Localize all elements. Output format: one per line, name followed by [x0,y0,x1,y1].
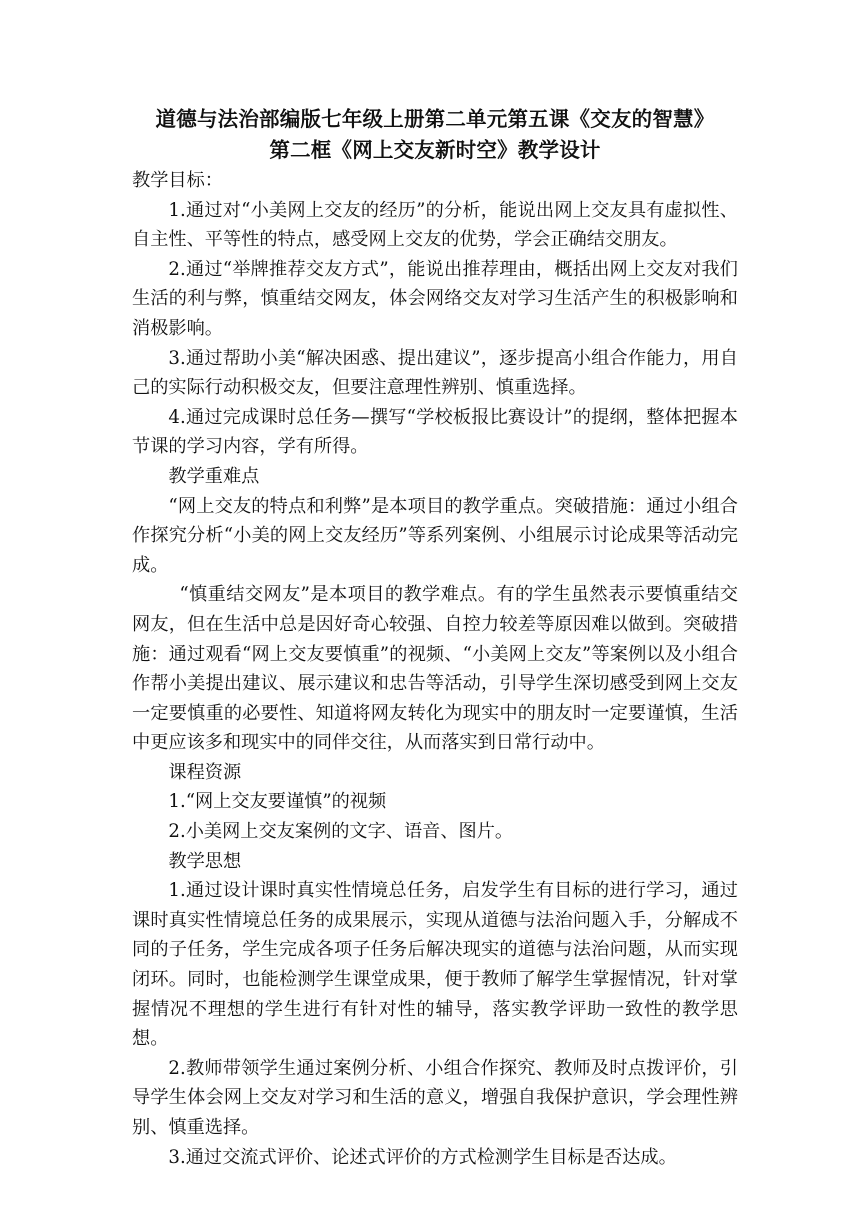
thoughts-heading: 教学思想 [168,850,242,872]
goal-paragraph-4: 4.通过完成课时总任务—撰写“学校板报比赛设计”的提纲，整体把握本节课的学习内容，学有所得。 [132,406,738,458]
thought-paragraph-3: 3.通过交流式评价、论述式评价的方式检测学生目标是否达成。 [168,1146,677,1168]
thought-paragraph-1: 1.通过设计课时真实性情境总任务，启发学生有目标的进行学习，通过课时真实性情境总任务的成果展示，实现从道德与法治问题入手，分解成不同的子任务，学生完成各项子任务后解决现实的道德与法治问题，从而实现闭环。同时，也能检测学生课堂成果，便于教师了解学生掌握情况，针对掌握情况不理想的学生进行有针对性的辅导，落实教学评助一致性的教学思想。 [132,880,738,1050]
document-title-line-1: 道德与法治部编版七年级上册第二单元第五课《交友的智慧》 [155,107,715,131]
goal-paragraph-3: 3.通过帮助小美“解决困惑、提出建议”，逐步提高小组合作能力，用自己的实际行动积极交友，但要注意理性辨别、慎重选择。 [132,347,738,399]
document-page [132,104,738,1172]
thought-paragraph-2: 2.教师带领学生通过案例分析、小组合作探究、教师及时点拨评价，引导学生体会网上交友对学习和生活的意义，增强自我保护意识，学会理性辨别、慎重选择。 [132,1057,738,1138]
goals-heading: 教学目标： [132,170,223,191]
resource-item-2: 2.小美网上交友案例的文字、语音、图片。 [168,821,514,843]
keypoint-paragraph-2: “慎重结交网友”是本项目的教学难点。有的学生虽然表示要慎重结交网友，但在生活中总是因好奇心较强、自控力较差等原因难以做到。突破措施：通过观看“网上交友要慎重”的视频、“小美网上交友”等案例以及小组合作帮小美提出建议、展示建议和忠告等活动，引导学生深切感受到网上交友一定要慎重的必要性、知道将网友转化为现实中的朋友时一定要谨慎，生活中更应该多和现实中的同伴交往，从而落实到日常行动中。 [132,584,738,754]
resources-heading: 课程资源 [168,761,242,783]
document-title-line-2: 第二框《网上交友新时空》教学设计 [269,138,601,162]
goal-paragraph-2: 2.通过“举牌推荐交友方式”，能说出推荐理由，概括出网上交友对我们生活的利与弊，慎重结交网友，体会网络交友对学习生活产生的积极影响和消极影响。 [132,258,738,339]
resource-item-1: 1.“网上交友要谨慎”的视频 [168,791,387,813]
goal-paragraph-1: 1.通过对“小美网上交友的经历”的分析，能说出网上交友具有虚拟性、自主性、平等性的特点，感受网上交友的优势，学会正确结交朋友。 [132,199,738,251]
keypoint-paragraph-1: “网上交友的特点和利弊”是本项目的教学重点。突破措施：通过小组合作探究分析“小美的网上交友经历”等系列案例、小组展示讨论成果等活动完成。 [132,495,738,576]
keypoints-heading: 教学重难点 [168,465,260,487]
